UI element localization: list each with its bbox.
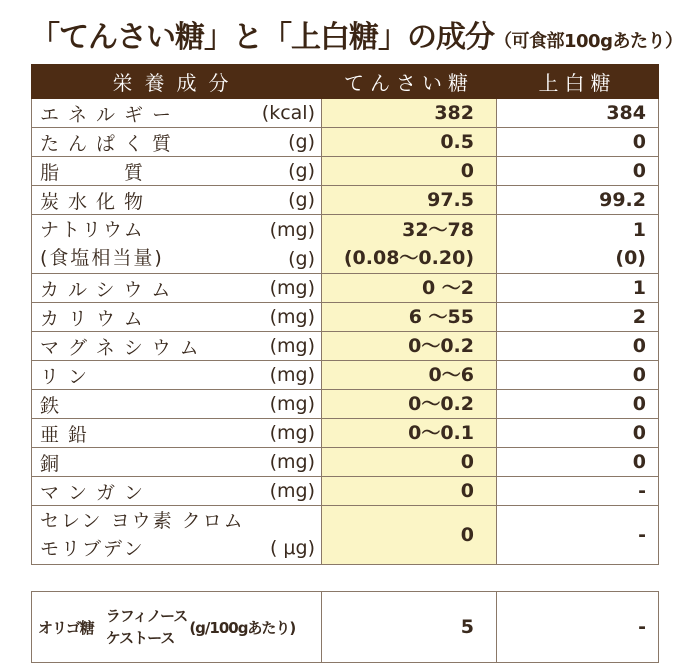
tensai-value: 0〜0.1: [408, 422, 474, 444]
table-row: [32, 477, 659, 506]
oligo-label: オリゴ糖: [38, 618, 94, 637]
nutrient-name: [40, 186, 152, 214]
johaku-value-cell: [497, 128, 659, 157]
nutrient-unit: (mg): [269, 306, 315, 328]
nutrient-name-line: カルシウム: [40, 278, 180, 301]
tensai-value: 32〜78: [402, 219, 474, 241]
header-tensai: てんさい糖: [322, 65, 497, 99]
nutrient-name-cell: [32, 99, 322, 128]
title-main: 「てんさい糖」と「上白糖」の成分: [30, 20, 494, 55]
johaku-value-cell: [497, 419, 659, 448]
nutrient-name-cell: [32, 215, 322, 274]
nutrient-name-line: セレン ヨウ素 クロム: [40, 510, 245, 532]
johaku-value: 1: [632, 219, 646, 241]
tensai-value: 0〜0.2: [408, 335, 474, 357]
tensai-value: 382: [434, 102, 474, 124]
nutrient-name-line: カリウム: [40, 307, 152, 330]
header-johaku: 上白糖: [497, 65, 659, 99]
table-row: [32, 332, 659, 361]
nutrient-name-cell: [32, 274, 322, 303]
nutrient-name: [40, 419, 96, 447]
johaku-value-cell: [497, 361, 659, 390]
nutrient-name-line: 脂 質: [40, 161, 153, 184]
tensai-value-cell: [322, 477, 497, 506]
nutrient-name-cell: [32, 361, 322, 390]
tensai-value: 0: [460, 160, 474, 182]
oligosaccharide-table: [31, 591, 659, 663]
tensai-value-cell: [322, 390, 497, 419]
title-sub: （可食部100gあたり）: [494, 31, 683, 52]
tensai-value: 6 〜55: [408, 306, 474, 328]
tensai-value: 0〜0.2: [408, 393, 474, 415]
nutrient-unit: (mg): [269, 451, 315, 473]
johaku-value: 0: [632, 131, 646, 153]
nutrition-table: [31, 64, 659, 565]
table-row: [32, 419, 659, 448]
johaku-value: 0: [632, 422, 646, 444]
nutrient-name: [40, 274, 179, 302]
nutrient-unit: (mg): [269, 422, 315, 444]
table-row: [32, 390, 659, 419]
tensai-value: 0: [460, 524, 474, 546]
nutrient-name: [40, 477, 152, 505]
table-row: [32, 506, 659, 565]
tensai-value: 0: [460, 451, 474, 473]
nutrient-name-line: (食塩相当量): [40, 247, 164, 269]
johaku-value-cell: [497, 477, 659, 506]
nutrient-name-cell: [32, 157, 322, 186]
nutrient-name: [40, 128, 180, 156]
nutrient-name: [40, 157, 152, 185]
tensai-value: 0: [460, 480, 474, 502]
oligo-sub-kestose: ケストース: [105, 629, 175, 647]
oligo-sub-raffinose: ラフィノース: [105, 607, 188, 625]
johaku-value-cell: [497, 99, 659, 128]
tensai-value: 0〜6: [428, 364, 474, 386]
oligo-tensai-value: 5: [322, 592, 497, 663]
tensai-value-cell: [322, 186, 497, 215]
nutrient-unit: (mg): [269, 219, 315, 241]
nutrient-name: [40, 332, 208, 360]
johaku-value-cell: [497, 332, 659, 361]
nutrient-name-cell: [32, 390, 322, 419]
nutrient-name-cell: [32, 303, 322, 332]
tensai-value-cell: [322, 419, 497, 448]
oligo-row: [32, 592, 659, 663]
oligo-unit: (g/100gあたり): [189, 618, 296, 637]
nutrient-name-cell: [32, 186, 322, 215]
tensai-value-cell: [322, 99, 497, 128]
nutrient-name-line: ナトリウム: [40, 219, 145, 241]
table-row: [32, 215, 659, 274]
table-row: [32, 157, 659, 186]
johaku-value-cell: [497, 303, 659, 332]
tensai-value: (0.08〜0.20): [343, 247, 474, 269]
nutrient-name-line: マグネシウム: [40, 336, 208, 359]
table-row: [32, 448, 659, 477]
johaku-value-cell: [497, 506, 659, 565]
nutrient-name: [40, 303, 152, 331]
header-row: [32, 65, 659, 99]
header-nutrient: 栄養成分: [32, 65, 322, 99]
oligo-johaku-value: -: [497, 592, 659, 663]
nutrient-unit: (kcal): [261, 102, 315, 124]
nutrient-name-line: リン: [40, 365, 97, 388]
nutrient-name: [40, 448, 68, 476]
nutrient-unit: (mg): [269, 393, 315, 415]
nutrient-name: [40, 215, 164, 273]
johaku-value: 0: [632, 335, 646, 357]
johaku-value: 0: [632, 364, 646, 386]
johaku-value-cell: [497, 215, 659, 274]
johaku-value-cell: [497, 274, 659, 303]
nutrient-unit: (g): [288, 160, 315, 182]
nutrition-body: [32, 99, 659, 565]
nutrient-unit: (mg): [269, 335, 315, 357]
nutrient-unit: (mg): [269, 364, 315, 386]
nutrient-name-cell: [32, 448, 322, 477]
tensai-value-cell: [322, 448, 497, 477]
nutrient-name-line: 銅: [40, 452, 69, 475]
nutrient-name-cell: [32, 419, 322, 448]
tensai-value-cell: [322, 157, 497, 186]
nutrient-name: [40, 506, 245, 564]
nutrient-name-cell: [32, 477, 322, 506]
tensai-value: 0 〜2: [421, 277, 474, 299]
johaku-value: 0: [632, 451, 646, 473]
nutrient-name-line: 炭水化物: [40, 190, 153, 213]
table-row: [32, 361, 659, 390]
nutrient-name-line: マンガン: [40, 481, 153, 504]
page-title: [30, 18, 682, 58]
johaku-value: 2: [632, 306, 646, 328]
johaku-value: -: [638, 480, 646, 502]
johaku-value: -: [638, 524, 646, 546]
tensai-value: 0.5: [440, 131, 474, 153]
nutrient-name: [40, 99, 180, 127]
johaku-value: 0: [632, 393, 646, 415]
johaku-value: 0: [632, 160, 646, 182]
tensai-value: 97.5: [427, 189, 474, 211]
table-row: [32, 186, 659, 215]
johaku-value: 1: [632, 277, 646, 299]
tensai-value-cell: [322, 128, 497, 157]
table-row: [32, 99, 659, 128]
johaku-value-cell: [497, 186, 659, 215]
johaku-value: (0): [615, 247, 646, 269]
nutrient-name: [40, 390, 68, 418]
table-row: [32, 274, 659, 303]
nutrient-unit: (g): [288, 189, 315, 211]
tensai-value-cell: [322, 303, 497, 332]
nutrient-name-line: モリブデン: [40, 538, 145, 560]
tensai-value-cell: [322, 332, 497, 361]
johaku-value-cell: [497, 157, 659, 186]
johaku-value-cell: [497, 448, 659, 477]
nutrient-name-line: 亜鉛: [40, 423, 97, 446]
johaku-value: 384: [606, 102, 646, 124]
nutrient-name: [40, 361, 96, 389]
nutrient-unit: ( μg): [269, 537, 315, 559]
tensai-value-cell: [322, 215, 497, 274]
oligo-name-cell: [32, 592, 322, 663]
table-row: [32, 303, 659, 332]
nutrient-unit: (mg): [269, 277, 315, 299]
nutrient-unit-secondary: (g): [288, 248, 315, 270]
tensai-value-cell: [322, 361, 497, 390]
nutrient-name-cell: [32, 332, 322, 361]
tensai-value-cell: [322, 274, 497, 303]
tensai-value-cell: [322, 506, 497, 565]
nutrient-unit: (g): [288, 131, 315, 153]
nutrient-name-line: たんぱく質: [40, 132, 181, 155]
nutrient-name-line: エネルギー: [40, 103, 181, 126]
table-row: [32, 128, 659, 157]
nutrient-name-line: 鉄: [40, 394, 69, 417]
nutrient-name-cell: [32, 128, 322, 157]
nutrient-unit: (mg): [269, 480, 315, 502]
johaku-value: 99.2: [599, 189, 646, 211]
nutrient-name-cell: [32, 506, 322, 565]
johaku-value-cell: [497, 390, 659, 419]
